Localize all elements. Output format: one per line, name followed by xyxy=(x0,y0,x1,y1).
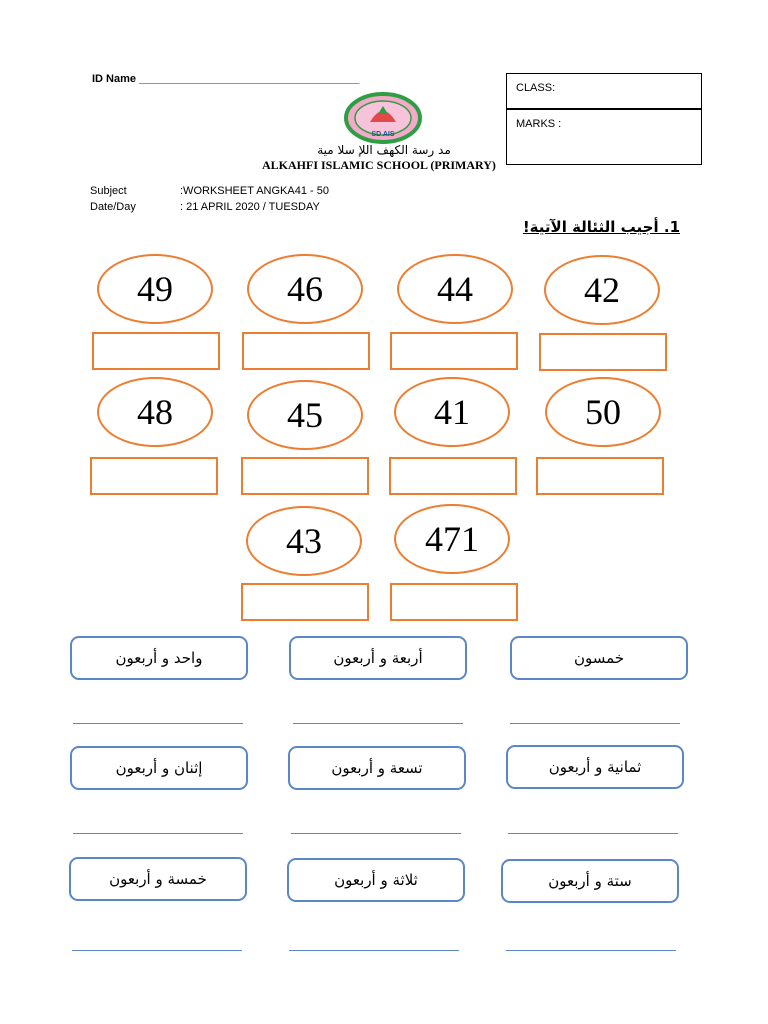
date-value: : 21 APRIL 2020 / TUESDAY xyxy=(180,201,320,213)
class-label: CLASS: xyxy=(516,82,556,94)
school-name: ALKAHFI ISLAMIC SCHOOL (PRIMARY) xyxy=(262,158,496,172)
answer-box[interactable] xyxy=(92,332,220,370)
answer-box[interactable] xyxy=(241,457,369,495)
answer-line[interactable] xyxy=(508,833,678,834)
answer-box[interactable] xyxy=(539,333,667,371)
id-name-field: ID Name ____________________________________ xyxy=(92,73,360,85)
answer-box[interactable] xyxy=(390,332,518,370)
number-oval: 471 xyxy=(394,504,510,574)
answer-line[interactable] xyxy=(293,723,463,724)
number-oval: 46 xyxy=(247,254,363,324)
number-oval: 42 xyxy=(544,255,660,325)
word-box: ثمانية و أربعون xyxy=(506,745,684,789)
answer-box[interactable] xyxy=(90,457,218,495)
number-oval: 43 xyxy=(246,506,362,576)
word-box: إثنان و أربعون xyxy=(70,746,248,790)
subject-value: :WORKSHEET ANGKA41 - 50 xyxy=(180,185,329,197)
answer-line[interactable] xyxy=(73,833,243,834)
date-label: Date/Day xyxy=(90,201,136,213)
answer-line[interactable] xyxy=(510,723,680,724)
answer-box[interactable] xyxy=(390,583,518,621)
number-oval: 44 xyxy=(397,254,513,324)
answer-line[interactable] xyxy=(289,950,459,951)
marks-box xyxy=(506,109,702,165)
word-box: واحد و أربعون xyxy=(70,636,248,680)
word-box: خمسة و أربعون xyxy=(69,857,247,901)
answer-box[interactable] xyxy=(242,332,370,370)
answer-box[interactable] xyxy=(536,457,664,495)
class-box xyxy=(506,73,702,109)
answer-line[interactable] xyxy=(72,950,242,951)
logo-label: SD AIS xyxy=(371,131,395,138)
word-box: ثلاثة و أربعون xyxy=(287,858,465,902)
school-name-arabic: مد رسة الكهف اللإ سلا مية xyxy=(317,143,451,157)
word-box: خمسون xyxy=(510,636,688,680)
instruction: 1. أجيب الثئالة الآتية! xyxy=(522,218,680,236)
number-oval: 50 xyxy=(545,377,661,447)
answer-line[interactable] xyxy=(291,833,461,834)
answer-line[interactable] xyxy=(73,723,243,724)
school-logo xyxy=(344,92,422,144)
number-oval: 49 xyxy=(97,254,213,324)
marks-label: MARKS : xyxy=(516,118,562,130)
answer-box[interactable] xyxy=(389,457,517,495)
number-oval: 48 xyxy=(97,377,213,447)
word-box: ستة و أربعون xyxy=(501,859,679,903)
number-oval: 41 xyxy=(394,377,510,447)
number-oval: 45 xyxy=(247,380,363,450)
word-box: تسعة و أربعون xyxy=(288,746,466,790)
word-box: أربعة و أربعون xyxy=(289,636,467,680)
subject-label: Subject xyxy=(90,185,127,197)
answer-box[interactable] xyxy=(241,583,369,621)
answer-line[interactable] xyxy=(506,950,676,951)
